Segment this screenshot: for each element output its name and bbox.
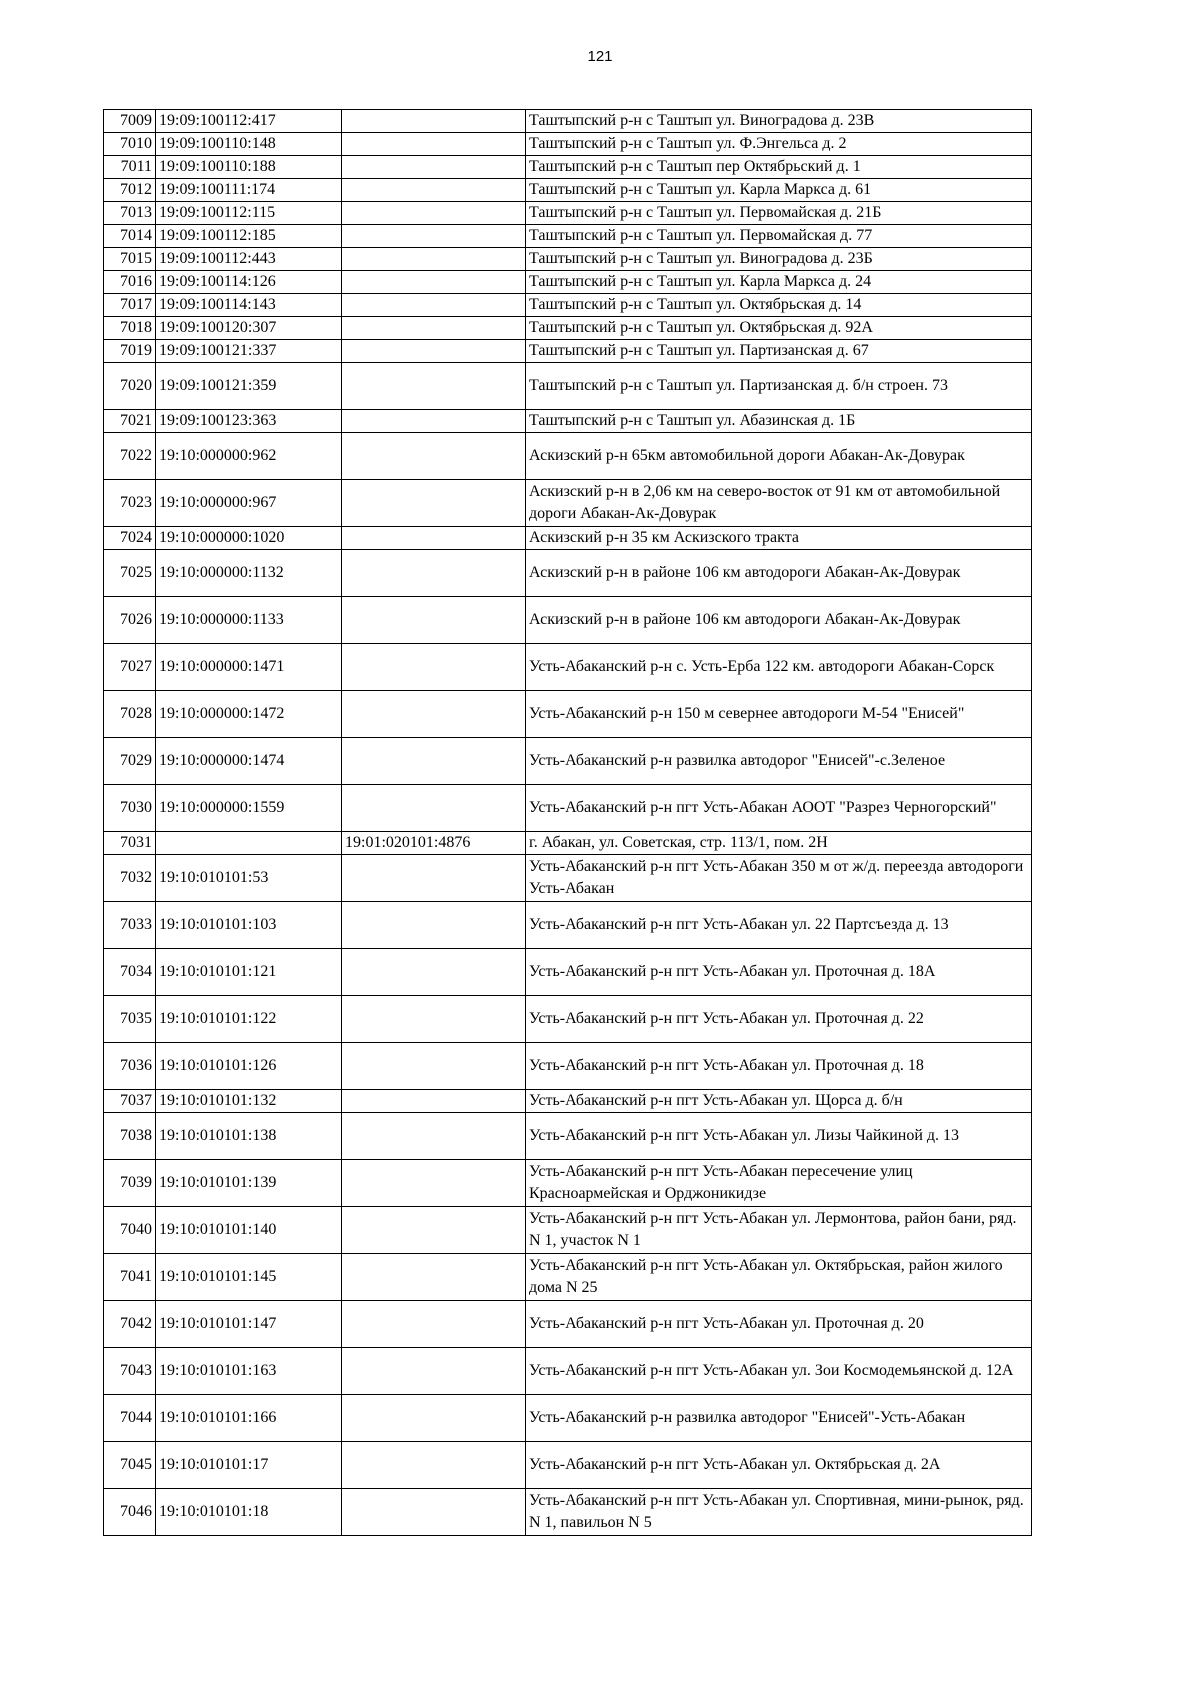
address-cell: Усть-Абаканский р-н пгт Усть-Абакан ул. Щорса д. б/н <box>526 1090 1032 1113</box>
row-number-cell: 7045 <box>104 1442 156 1489</box>
row-number-cell: 7035 <box>104 996 156 1043</box>
row-number-cell: 7018 <box>104 317 156 340</box>
address-cell: Усть-Абаканский р-н пгт Усть-Абакан 350 м от ж/д. переезда автодороги Усть-Абакан <box>526 855 1032 902</box>
row-number-cell: 7011 <box>104 156 156 179</box>
row-number-cell: 7022 <box>104 433 156 480</box>
secondary-cadastral-number-cell <box>342 855 526 902</box>
row-number-cell: 7020 <box>104 363 156 410</box>
address-cell: Усть-Абаканский р-н пгт Усть-Абакан ул. Проточная д. 18А <box>526 949 1032 996</box>
row-number-cell: 7015 <box>104 248 156 271</box>
secondary-cadastral-number-cell <box>342 133 526 156</box>
cadastral-number-cell: 19:10:010101:126 <box>156 1043 342 1090</box>
row-number-cell: 7040 <box>104 1207 156 1254</box>
secondary-cadastral-number-cell <box>342 1301 526 1348</box>
secondary-cadastral-number-cell <box>342 410 526 433</box>
secondary-cadastral-number-cell <box>342 1442 526 1489</box>
row-number-cell: 7017 <box>104 294 156 317</box>
secondary-cadastral-number-cell <box>342 202 526 225</box>
table-row <box>104 855 1032 902</box>
cadastral-number-cell: 19:10:010101:132 <box>156 1090 342 1113</box>
cadastral-number-cell: 19:10:000000:1020 <box>156 527 342 550</box>
table-row <box>104 248 1032 271</box>
secondary-cadastral-number-cell <box>342 691 526 738</box>
address-cell: Усть-Абаканский р-н 150 м севернее автодороги М-54 "Енисей" <box>526 691 1032 738</box>
address-cell: Таштыпский р-н с Таштып ул. Абазинская д. 1Б <box>526 410 1032 433</box>
secondary-cadastral-number-cell <box>342 1348 526 1395</box>
address-cell: Усть-Абаканский р-н пгт Усть-Абакан ул. Спортивная, мини-рынок, ряд. N 1, павильон N 5 <box>526 1489 1032 1536</box>
cadastral-number-cell: 19:10:010101:140 <box>156 1207 342 1254</box>
secondary-cadastral-number-cell <box>342 179 526 202</box>
secondary-cadastral-number-cell <box>342 527 526 550</box>
address-cell: Усть-Абаканский р-н пгт Усть-Абакан ул. Лизы Чайкиной д. 13 <box>526 1113 1032 1160</box>
row-number-cell: 7029 <box>104 738 156 785</box>
secondary-cadastral-number-cell <box>342 1395 526 1442</box>
secondary-cadastral-number-cell <box>342 110 526 133</box>
address-cell: Таштыпский р-н с Таштып ул. Октябрьская д. 92А <box>526 317 1032 340</box>
cadastral-number-cell: 19:09:100112:115 <box>156 202 342 225</box>
cadastral-number-cell: 19:10:010101:53 <box>156 855 342 902</box>
address-cell: Таштыпский р-н с Таштып ул. Карла Маркса д. 61 <box>526 179 1032 202</box>
cadastral-number-cell: 19:10:010101:139 <box>156 1160 342 1207</box>
table-row <box>104 1090 1032 1113</box>
address-cell: г. Абакан, ул. Советская, стр. 113/1, пом. 2Н <box>526 832 1032 855</box>
address-cell: Таштыпский р-н с Таштып ул. Первомайская д. 21Б <box>526 202 1032 225</box>
row-number-cell: 7031 <box>104 832 156 855</box>
row-number-cell: 7014 <box>104 225 156 248</box>
cadastral-number-cell <box>156 832 342 855</box>
cadastral-number-cell: 19:09:100114:126 <box>156 271 342 294</box>
secondary-cadastral-number-cell <box>342 340 526 363</box>
address-cell: Таштыпский р-н с Таштып ул. Партизанская д. 67 <box>526 340 1032 363</box>
cadastral-number-cell: 19:10:010101:163 <box>156 1348 342 1395</box>
table-row <box>104 1348 1032 1395</box>
cadastral-number-cell: 19:10:010101:122 <box>156 996 342 1043</box>
secondary-cadastral-number-cell <box>342 1043 526 1090</box>
row-number-cell: 7043 <box>104 1348 156 1395</box>
table-row <box>104 202 1032 225</box>
row-number-cell: 7009 <box>104 110 156 133</box>
row-number-cell: 7041 <box>104 1254 156 1301</box>
address-cell: Таштыпский р-н с Таштып ул. Октябрьская д. 14 <box>526 294 1032 317</box>
row-number-cell: 7046 <box>104 1489 156 1536</box>
secondary-cadastral-number-cell <box>342 225 526 248</box>
address-cell: Аскизский р-н в районе 106 км автодороги Абакан-Ак-Довурак <box>526 550 1032 597</box>
secondary-cadastral-number-cell <box>342 294 526 317</box>
secondary-cadastral-number-cell: 19:01:020101:4876 <box>342 832 526 855</box>
row-number-cell: 7042 <box>104 1301 156 1348</box>
table-row <box>104 1043 1032 1090</box>
table-row <box>104 179 1032 202</box>
table-row <box>104 1395 1032 1442</box>
table-row <box>104 133 1032 156</box>
table-row <box>104 1301 1032 1348</box>
secondary-cadastral-number-cell <box>342 597 526 644</box>
cadastral-number-cell: 19:09:100112:185 <box>156 225 342 248</box>
secondary-cadastral-number-cell <box>342 156 526 179</box>
secondary-cadastral-number-cell <box>342 1113 526 1160</box>
row-number-cell: 7032 <box>104 855 156 902</box>
secondary-cadastral-number-cell <box>342 317 526 340</box>
cadastral-number-cell: 19:10:010101:103 <box>156 902 342 949</box>
address-cell: Усть-Абаканский р-н пгт Усть-Абакан ул. Проточная д. 22 <box>526 996 1032 1043</box>
row-number-cell: 7025 <box>104 550 156 597</box>
address-cell: Таштыпский р-н с Таштып ул. Первомайская д. 77 <box>526 225 1032 248</box>
secondary-cadastral-number-cell <box>342 996 526 1043</box>
address-cell: Усть-Абаканский р-н пгт Усть-Абакан ул. Зои Космодемьянской д. 12А <box>526 1348 1032 1395</box>
cadastral-number-cell: 19:10:010101:18 <box>156 1489 342 1536</box>
address-cell: Усть-Абаканский р-н пгт Усть-Абакан ул. 22 Партсъезда д. 13 <box>526 902 1032 949</box>
address-cell: Аскизский р-н в районе 106 км автодороги Абакан-Ак-Довурак <box>526 597 1032 644</box>
row-number-cell: 7012 <box>104 179 156 202</box>
row-number-cell: 7024 <box>104 527 156 550</box>
table-row <box>104 691 1032 738</box>
row-number-cell: 7010 <box>104 133 156 156</box>
table-row <box>104 527 1032 550</box>
secondary-cadastral-number-cell <box>342 433 526 480</box>
cadastral-number-cell: 19:10:010101:166 <box>156 1395 342 1442</box>
row-number-cell: 7037 <box>104 1090 156 1113</box>
row-number-cell: 7039 <box>104 1160 156 1207</box>
secondary-cadastral-number-cell <box>342 248 526 271</box>
address-cell: Усть-Абаканский р-н развилка автодорог "Енисей"-Усть-Абакан <box>526 1395 1032 1442</box>
address-cell: Аскизский р-н в 2,06 км на северо-восток от 91 км от автомобильной дороги Абакан-Ак-Довурак <box>526 480 1032 527</box>
row-number-cell: 7016 <box>104 271 156 294</box>
row-number-cell: 7030 <box>104 785 156 832</box>
registry-table-body <box>104 110 1032 1536</box>
table-row <box>104 340 1032 363</box>
cadastral-number-cell: 19:09:100112:417 <box>156 110 342 133</box>
secondary-cadastral-number-cell <box>342 785 526 832</box>
cadastral-number-cell: 19:10:000000:1471 <box>156 644 342 691</box>
address-cell: Усть-Абаканский р-н пгт Усть-Абакан пересечение улиц Красноармейская и Орджоникидзе <box>526 1160 1032 1207</box>
table-row <box>104 317 1032 340</box>
cadastral-number-cell: 19:10:010101:138 <box>156 1113 342 1160</box>
address-cell: Таштыпский р-н с Таштып ул. Виноградова д. 23В <box>526 110 1032 133</box>
row-number-cell: 7021 <box>104 410 156 433</box>
cadastral-number-cell: 19:10:000000:1559 <box>156 785 342 832</box>
cadastral-number-cell: 19:09:100112:443 <box>156 248 342 271</box>
table-row <box>104 597 1032 644</box>
table-row <box>104 271 1032 294</box>
secondary-cadastral-number-cell <box>342 1207 526 1254</box>
address-cell: Усть-Абаканский р-н пгт Усть-Абакан ул. Лермонтова, район бани, ряд. N 1, участок N 1 <box>526 1207 1032 1254</box>
address-cell: Таштыпский р-н с Таштып ул. Виноградова д. 23Б <box>526 248 1032 271</box>
page-number: 121 <box>587 48 613 65</box>
cadastral-number-cell: 19:10:000000:1133 <box>156 597 342 644</box>
row-number-cell: 7038 <box>104 1113 156 1160</box>
secondary-cadastral-number-cell <box>342 644 526 691</box>
address-cell: Усть-Абаканский р-н развилка автодорог "Енисей"-с.Зеленое <box>526 738 1032 785</box>
cadastral-number-cell: 19:09:100110:188 <box>156 156 342 179</box>
secondary-cadastral-number-cell <box>342 1090 526 1113</box>
cadastral-number-cell: 19:10:000000:967 <box>156 480 342 527</box>
secondary-cadastral-number-cell <box>342 902 526 949</box>
address-cell: Таштыпский р-н с Таштып ул. Ф.Энгельса д. 2 <box>526 133 1032 156</box>
table-row <box>104 480 1032 527</box>
address-cell: Таштыпский р-н с Таштып ул. Карла Маркса д. 24 <box>526 271 1032 294</box>
table-row <box>104 1254 1032 1301</box>
address-cell: Усть-Абаканский р-н с. Усть-Ерба 122 км. автодороги Абакан-Сорск <box>526 644 1032 691</box>
secondary-cadastral-number-cell <box>342 1489 526 1536</box>
row-number-cell: 7026 <box>104 597 156 644</box>
table-row <box>104 1489 1032 1536</box>
table-row <box>104 738 1032 785</box>
address-cell: Усть-Абаканский р-н пгт Усть-Абакан ул. Проточная д. 20 <box>526 1301 1032 1348</box>
cadastral-number-cell: 19:10:010101:145 <box>156 1254 342 1301</box>
cadastral-number-cell: 19:09:100111:174 <box>156 179 342 202</box>
cadastral-number-cell: 19:09:100120:307 <box>156 317 342 340</box>
address-cell: Таштыпский р-н с Таштып пер Октябрьский д. 1 <box>526 156 1032 179</box>
cadastral-number-cell: 19:10:000000:1474 <box>156 738 342 785</box>
table-row <box>104 996 1032 1043</box>
table-row <box>104 433 1032 480</box>
secondary-cadastral-number-cell <box>342 550 526 597</box>
address-cell: Аскизский р-н 65км автомобильной дороги Абакан-Ак-Довурак <box>526 433 1032 480</box>
table-row <box>104 156 1032 179</box>
cadastral-number-cell: 19:10:000000:1472 <box>156 691 342 738</box>
address-cell: Усть-Абаканский р-н пгт Усть-Абакан ул. Октябрьская д. 2А <box>526 1442 1032 1489</box>
cadastral-number-cell: 19:09:100121:359 <box>156 363 342 410</box>
address-cell: Усть-Абаканский р-н пгт Усть-Абакан ул. Проточная д. 18 <box>526 1043 1032 1090</box>
table-row <box>104 1442 1032 1489</box>
table-row <box>104 785 1032 832</box>
registry-table <box>103 109 1032 1536</box>
cadastral-number-cell: 19:09:100121:337 <box>156 340 342 363</box>
cadastral-number-cell: 19:09:100123:363 <box>156 410 342 433</box>
secondary-cadastral-number-cell <box>342 363 526 410</box>
address-cell: Аскизский р-н 35 км Аскизского тракта <box>526 527 1032 550</box>
secondary-cadastral-number-cell <box>342 1254 526 1301</box>
row-number-cell: 7036 <box>104 1043 156 1090</box>
address-cell: Усть-Абаканский р-н пгт Усть-Абакан ул. Октябрьская, район жилого дома N 25 <box>526 1254 1032 1301</box>
secondary-cadastral-number-cell <box>342 271 526 294</box>
table-row <box>104 550 1032 597</box>
secondary-cadastral-number-cell <box>342 738 526 785</box>
table-row <box>104 902 1032 949</box>
row-number-cell: 7044 <box>104 1395 156 1442</box>
table-row <box>104 1160 1032 1207</box>
table-row <box>104 363 1032 410</box>
secondary-cadastral-number-cell <box>342 1160 526 1207</box>
table-row <box>104 949 1032 996</box>
secondary-cadastral-number-cell <box>342 949 526 996</box>
table-row <box>104 1113 1032 1160</box>
row-number-cell: 7023 <box>104 480 156 527</box>
row-number-cell: 7028 <box>104 691 156 738</box>
cadastral-number-cell: 19:09:100114:143 <box>156 294 342 317</box>
table-row <box>104 225 1032 248</box>
secondary-cadastral-number-cell <box>342 480 526 527</box>
table-row <box>104 294 1032 317</box>
address-cell: Таштыпский р-н с Таштып ул. Партизанская д. б/н строен. 73 <box>526 363 1032 410</box>
row-number-cell: 7027 <box>104 644 156 691</box>
cadastral-number-cell: 19:10:010101:147 <box>156 1301 342 1348</box>
cadastral-number-cell: 19:09:100110:148 <box>156 133 342 156</box>
address-cell: Усть-Абаканский р-н пгт Усть-Абакан АООТ "Разрез Черногорский" <box>526 785 1032 832</box>
cadastral-number-cell: 19:10:000000:962 <box>156 433 342 480</box>
cadastral-number-cell: 19:10:010101:121 <box>156 949 342 996</box>
cadastral-number-cell: 19:10:000000:1132 <box>156 550 342 597</box>
table-row <box>104 110 1032 133</box>
table-row <box>104 1207 1032 1254</box>
row-number-cell: 7033 <box>104 902 156 949</box>
cadastral-number-cell: 19:10:010101:17 <box>156 1442 342 1489</box>
table-row <box>104 644 1032 691</box>
table-row <box>104 832 1032 855</box>
row-number-cell: 7013 <box>104 202 156 225</box>
row-number-cell: 7034 <box>104 949 156 996</box>
row-number-cell: 7019 <box>104 340 156 363</box>
table-row <box>104 410 1032 433</box>
